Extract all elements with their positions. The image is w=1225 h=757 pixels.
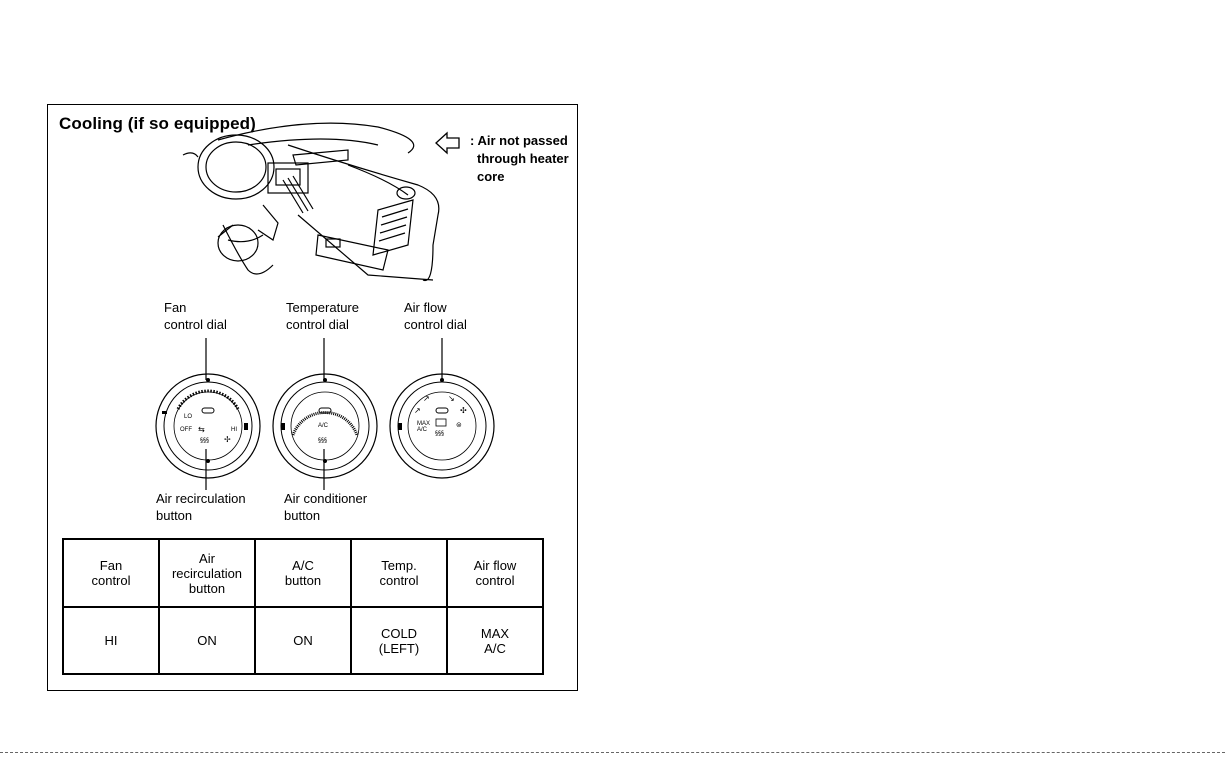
airflow-dial-label: Air flow control dial (404, 300, 467, 332)
header-airflow-control: Air flow control (447, 539, 543, 607)
svg-text:⊜: ⊜ (456, 421, 462, 429)
value-temp-control: COLD (LEFT) (351, 607, 447, 674)
svg-text:§§§: §§§ (200, 437, 209, 444)
airflow-ac-mark: A/C (417, 427, 428, 433)
header-air-recirculation: Air recirculation button (159, 539, 255, 607)
svg-text:✣: ✣ (460, 406, 467, 415)
airflow-max-mark: MAX (417, 421, 431, 427)
fan-control-dial (156, 374, 260, 478)
ac-button-label: Air conditioner button (284, 491, 368, 523)
svg-text:✢: ✢ (224, 435, 231, 444)
recirc-button-label: Air recirculation button (156, 491, 246, 523)
svg-text:↘: ↘ (448, 394, 455, 403)
svg-text:§§§: §§§ (435, 430, 444, 437)
temp-ac-mark: A/C (318, 423, 329, 429)
svg-text:§§§: §§§ (318, 437, 327, 444)
fan-lo-mark: LO (184, 414, 193, 420)
svg-text:⇆: ⇆ (198, 425, 205, 434)
svg-text:↗: ↗ (423, 394, 430, 403)
fan-dial-label: Fan control dial (164, 300, 227, 332)
legend-line-1: : Air not passed (470, 133, 568, 148)
svg-text:↗: ↗ (414, 406, 421, 415)
value-airflow-control: MAX A/C (447, 607, 543, 674)
fan-hi-mark: HI (231, 427, 237, 433)
value-ac-button: ON (255, 607, 351, 674)
figure-title: Cooling (if so equipped) (59, 114, 256, 133)
hollow-left-arrow-icon (436, 133, 459, 153)
table-header-row (63, 539, 543, 607)
airflow-control-dial (390, 374, 494, 478)
legend-text (470, 132, 575, 186)
header-fan-control: Fan control (63, 539, 159, 607)
cooling-figure (47, 104, 578, 691)
temp-dial-label: Temperature control dial (286, 300, 359, 332)
fan-off-mark: OFF (180, 427, 192, 433)
header-temp-control: Temp. control (351, 539, 447, 607)
temperature-control-dial (273, 374, 377, 478)
value-fan-control: HI (63, 607, 159, 674)
table-row (63, 607, 543, 674)
header-ac-button: A/C button (255, 539, 351, 607)
value-air-recirculation: ON (159, 607, 255, 674)
legend-line-2: through heater (477, 151, 569, 166)
legend-line-3: core (477, 169, 505, 184)
settings-table (62, 538, 544, 675)
page-bottom-rule (0, 752, 1225, 753)
